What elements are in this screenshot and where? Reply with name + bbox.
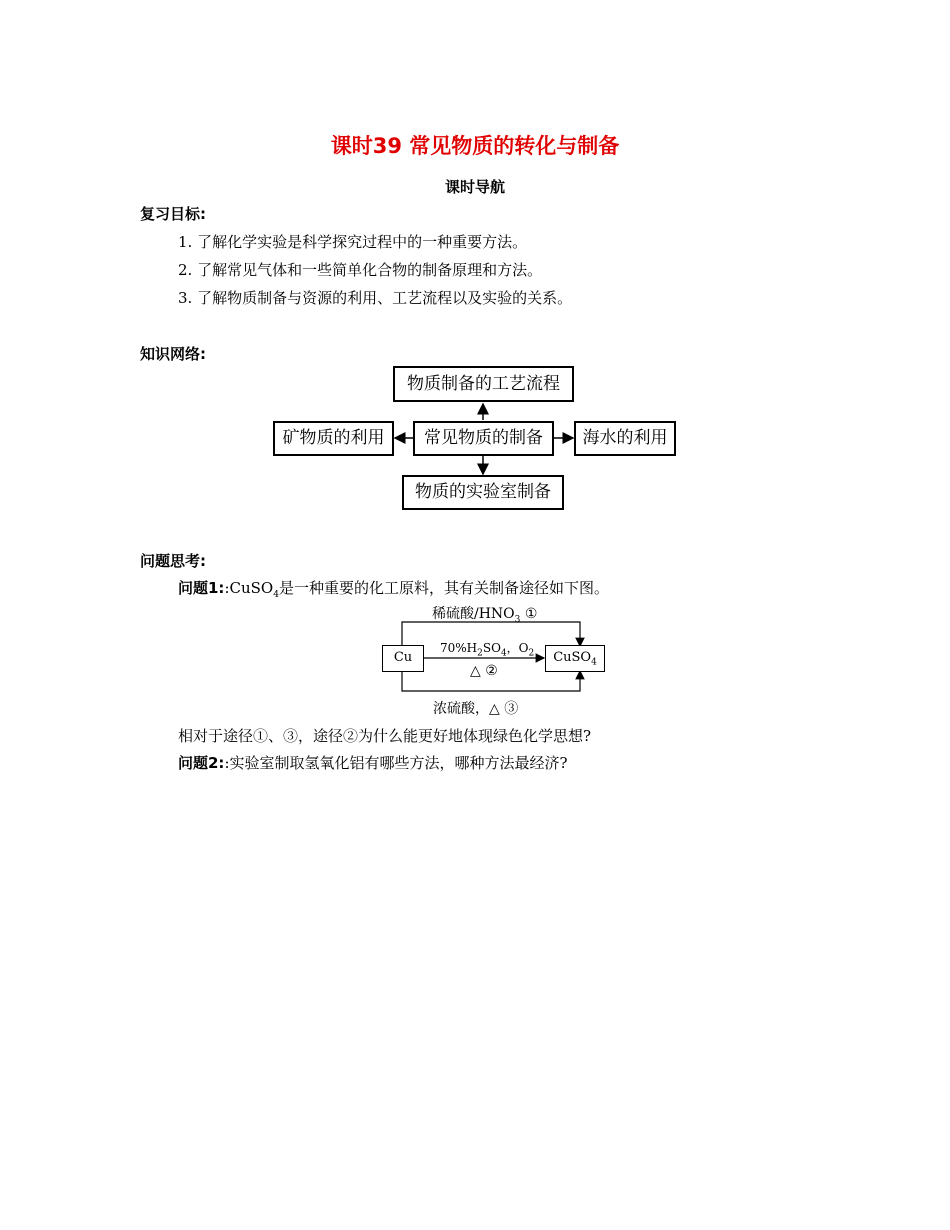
network-node-right: 海水的利用 [574,421,676,456]
question-1-label: 问题1: [178,579,225,597]
route-bottom-label: 浓硫酸，△ ③ [433,701,519,717]
question-1 [178,577,609,600]
network-node-center: 常见物质的制备 [413,421,554,456]
goal-item-1: 1. 了解化学实验是科学探究过程中的一种重要方法。 [178,233,528,251]
goal-item-2: 2. 了解常见气体和一些简单化合物的制备原理和方法。 [178,261,543,279]
page-title: 课时39 常见物质的转化与制备 [330,134,620,158]
network-node-left: 矿物质的利用 [273,421,394,456]
goals-heading: 复习目标: [140,205,206,223]
section-subtitle: 课时导航 [444,178,505,196]
route-mid-label: $70\%H_2SO_4$，$O_2$ [440,641,535,659]
question-1-sub: 4 [273,590,279,600]
question-2-text: :实验室制取氢氧化铝有哪些方法，哪种方法最经济? [224,754,568,772]
route-top-label: 稀硫酸$/HNO_3$ ① [432,606,538,625]
question-2 [178,752,568,773]
questions-heading: 问题思考: [140,552,206,570]
network-node-bottom: 物质的实验室制备 [402,475,564,510]
question-2-label: 问题2: [178,754,225,772]
network-heading: 知识网络: [140,345,206,363]
route-mid-condition: △ ② [470,663,498,679]
question-1-text-a: :CuSO [224,579,274,597]
question-1-followup: 相对于途径①、③，途径②为什么能更好地体现绿色化学思想? [178,727,592,745]
route-box-cu: Cu [382,645,424,672]
goal-item-3: 3. 了解物质制备与资源的利用、工艺流程以及实验的关系。 [178,289,573,307]
route-box-cuso4: CuSO$_4$ [545,645,605,672]
network-node-top: 物质制备的工艺流程 [393,366,574,402]
question-1-text-b: 是一种重要的化工原料，其有关制备途径如下图。 [278,579,609,597]
